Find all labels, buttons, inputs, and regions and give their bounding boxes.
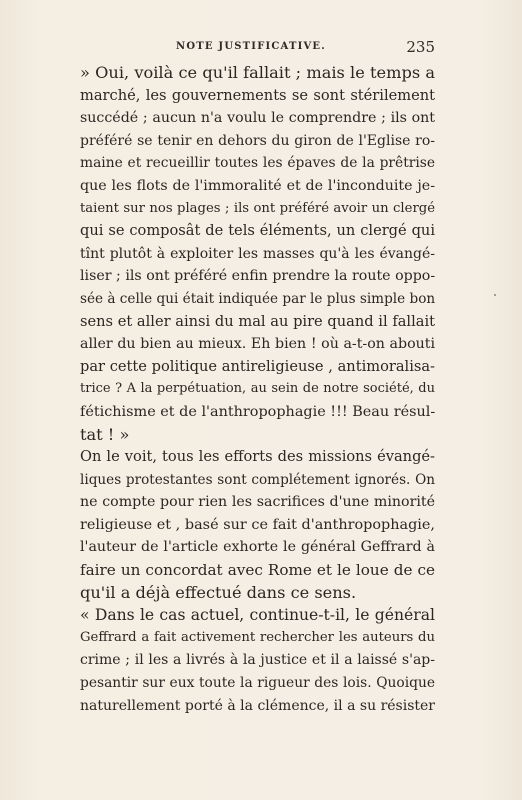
text-line: liser ; ils ont préféré enfin prendre la route oppo- — [80, 268, 435, 285]
text-line: naturellement porté à la clémence, il a su résister — [80, 697, 435, 714]
paper-speck — [494, 294, 496, 296]
text-line: marché, les gouvernements se sont stérilement — [80, 86, 435, 104]
text-line: sée à celle qui était indiquée par le plus simple bon — [80, 290, 435, 307]
text-line: maine et recueillir toutes les épaves de la prêtrise — [80, 155, 435, 172]
text-line: tat ! » — [80, 424, 130, 444]
text-line: qui se composât de tels éléments, un clergé qui — [80, 222, 435, 240]
text-line: fétichisme et de l'anthropophagie !!! Beau résul- — [80, 403, 435, 420]
text-line: pesantir sur eux toute la rigueur des lois. Quoique — [80, 675, 435, 692]
text-line: faire un concordat avec Rome et le loue de ce — [80, 561, 435, 580]
text-line: par cette politique antireligieuse , antimoralisa- — [80, 357, 435, 375]
body-text — [80, 62, 435, 717]
text-line: aller du bien au mieux. Eh bien ! où a-t-on abouti — [80, 336, 435, 353]
text-line: Geffrard a fait activement rechercher les auteurs du — [80, 629, 435, 645]
text-line: trice ? A la perpétuation, au sein de notre société, du — [80, 381, 435, 397]
text-line: « Dans le cas actuel, continue-t-il, le général — [80, 606, 435, 625]
text-line: On le voit, tous les efforts des missions évangé- — [80, 448, 435, 466]
text-line: préféré se tenir en dehors du giron de l'Eglise ro- — [80, 132, 435, 149]
page-number: 235 — [406, 38, 435, 56]
text-line: que les flots de l'immoralité et de l'inconduite je- — [80, 177, 435, 194]
text-line: crime ; il les a livrés à la justice et il a laissé s'ap- — [80, 652, 435, 669]
text-line: tînt plutôt à exploiter les masses qu'à les évangé- — [80, 245, 435, 262]
text-line: religieuse et , basé sur ce fait d'anthropophagie, — [80, 516, 435, 533]
text-line: succédé ; aucun n'a voulu le comprendre ; ils ont — [80, 110, 435, 127]
text-line: l'auteur de l'article exhorte le général Geffrard à — [80, 539, 435, 556]
text-line: ne compte pour rien les sacrifices d'une minorité — [80, 494, 435, 511]
text-line: qu'il a déjà effectué dans ce sens. — [80, 582, 357, 602]
running-title: NOTE JUSTIFICATIVE. — [176, 41, 326, 52]
page-header — [80, 38, 435, 60]
text-line: liques protestantes sont complétement ignorés. On — [80, 471, 435, 488]
text-line: » Oui, voilà ce qu'il fallait ; mais le temps a — [80, 63, 435, 82]
text-line: taient sur nos plages ; ils ont préféré avoir un clergé — [80, 200, 435, 216]
text-line: sens et aller ainsi du mal au pire quand il fallait — [80, 312, 435, 330]
